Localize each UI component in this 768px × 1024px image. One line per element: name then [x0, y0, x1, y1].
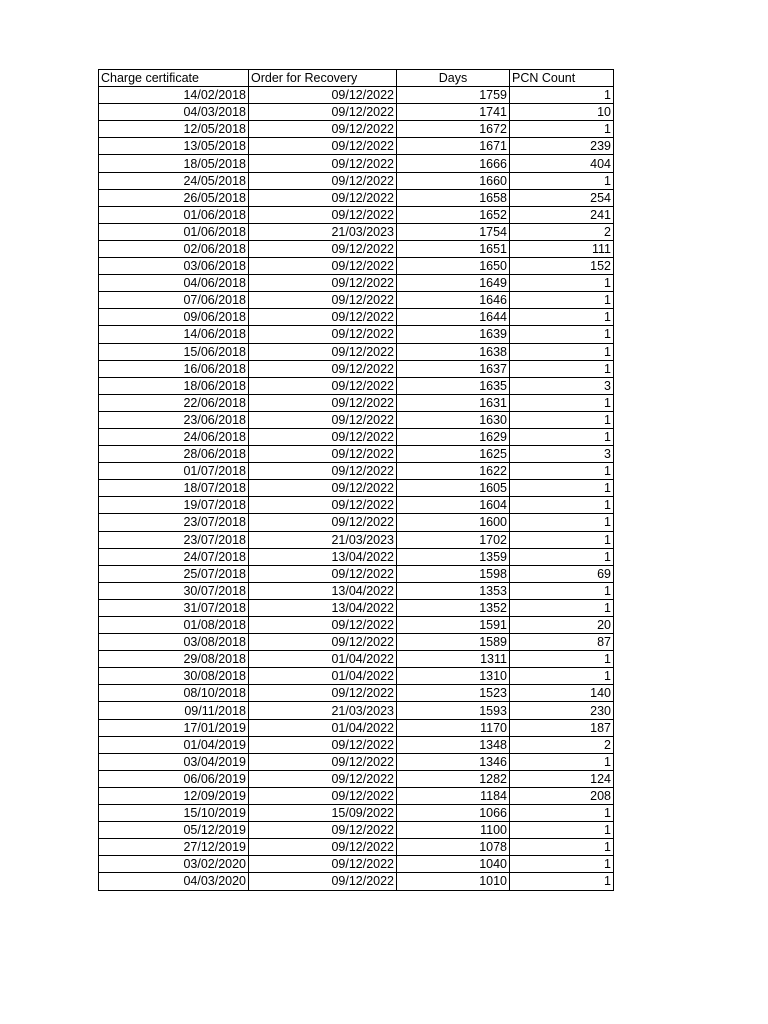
order-for-recovery-cell: 09/12/2022 [249, 873, 397, 890]
charge-certificate-cell: 09/11/2018 [99, 702, 249, 719]
charge-certificate-cell: 13/05/2018 [99, 138, 249, 155]
days-cell: 1658 [397, 189, 510, 206]
table-row [99, 121, 614, 138]
order-for-recovery-cell: 09/12/2022 [249, 822, 397, 839]
days-cell: 1630 [397, 411, 510, 428]
pcn-count-cell: 1 [510, 873, 614, 890]
order-for-recovery-cell: 09/12/2022 [249, 189, 397, 206]
charge-certificate-cell: 07/06/2018 [99, 292, 249, 309]
charge-certificate-cell: 03/06/2018 [99, 258, 249, 275]
charge-certificate-cell: 29/08/2018 [99, 651, 249, 668]
order-for-recovery-cell: 09/12/2022 [249, 634, 397, 651]
pcn-count-cell: 111 [510, 240, 614, 257]
charge-certificate-cell: 03/08/2018 [99, 634, 249, 651]
table-row [99, 787, 614, 804]
order-for-recovery-cell: 21/03/2023 [249, 223, 397, 240]
order-for-recovery-cell: 09/12/2022 [249, 685, 397, 702]
days-cell: 1346 [397, 753, 510, 770]
recovery-table [98, 69, 614, 891]
pcn-count-cell: 3 [510, 377, 614, 394]
order-for-recovery-cell: 09/12/2022 [249, 377, 397, 394]
table-row [99, 548, 614, 565]
order-for-recovery-cell: 21/03/2023 [249, 702, 397, 719]
order-for-recovery-cell: 09/12/2022 [249, 309, 397, 326]
days-cell: 1605 [397, 480, 510, 497]
charge-certificate-cell: 23/07/2018 [99, 514, 249, 531]
pcn-count-cell: 1 [510, 753, 614, 770]
order-for-recovery-cell: 15/09/2022 [249, 805, 397, 822]
charge-certificate-cell: 15/10/2019 [99, 805, 249, 822]
pcn-count-cell: 1 [510, 531, 614, 548]
pcn-count-cell: 10 [510, 104, 614, 121]
table-row [99, 702, 614, 719]
days-cell: 1040 [397, 856, 510, 873]
pcn-count-cell: 1 [510, 805, 614, 822]
charge-certificate-cell: 01/08/2018 [99, 617, 249, 634]
days-cell: 1649 [397, 275, 510, 292]
order-for-recovery-cell: 09/12/2022 [249, 856, 397, 873]
pcn-count-cell: 1 [510, 463, 614, 480]
charge-certificate-cell: 27/12/2019 [99, 839, 249, 856]
table-row [99, 685, 614, 702]
days-cell: 1759 [397, 87, 510, 104]
table-row [99, 155, 614, 172]
charge-certificate-cell: 04/06/2018 [99, 275, 249, 292]
charge-certificate-cell: 01/06/2018 [99, 206, 249, 223]
pcn-count-cell: 1 [510, 326, 614, 343]
order-for-recovery-cell: 09/12/2022 [249, 394, 397, 411]
days-cell: 1671 [397, 138, 510, 155]
pcn-count-cell: 3 [510, 446, 614, 463]
order-for-recovery-cell: 09/12/2022 [249, 497, 397, 514]
pcn-count-cell: 1 [510, 309, 614, 326]
charge-certificate-cell: 31/07/2018 [99, 599, 249, 616]
table-row [99, 446, 614, 463]
table-row [99, 736, 614, 753]
charge-certificate-cell: 04/03/2020 [99, 873, 249, 890]
table-row [99, 805, 614, 822]
table-row [99, 138, 614, 155]
order-for-recovery-cell: 09/12/2022 [249, 275, 397, 292]
pcn-count-cell: 1 [510, 548, 614, 565]
charge-certificate-cell: 08/10/2018 [99, 685, 249, 702]
charge-certificate-cell: 24/05/2018 [99, 172, 249, 189]
order-for-recovery-cell: 09/12/2022 [249, 343, 397, 360]
charge-certificate-cell: 01/07/2018 [99, 463, 249, 480]
table-row [99, 480, 614, 497]
table-row [99, 634, 614, 651]
days-cell: 1631 [397, 394, 510, 411]
charge-certificate-cell: 12/05/2018 [99, 121, 249, 138]
pcn-count-cell: 1 [510, 411, 614, 428]
table-row [99, 856, 614, 873]
pcn-count-cell: 1 [510, 651, 614, 668]
order-for-recovery-cell: 09/12/2022 [249, 428, 397, 445]
days-cell: 1650 [397, 258, 510, 275]
pcn-count-cell: 1 [510, 668, 614, 685]
table-row [99, 104, 614, 121]
days-cell: 1170 [397, 719, 510, 736]
pcn-count-cell: 152 [510, 258, 614, 275]
pcn-count-cell: 1 [510, 822, 614, 839]
days-cell: 1184 [397, 787, 510, 804]
days-cell: 1066 [397, 805, 510, 822]
pcn-count-cell: 1 [510, 480, 614, 497]
days-cell: 1625 [397, 446, 510, 463]
days-cell: 1660 [397, 172, 510, 189]
charge-certificate-cell: 15/06/2018 [99, 343, 249, 360]
pcn-count-cell: 230 [510, 702, 614, 719]
header-order-for-recovery: Order for Recovery [249, 70, 397, 87]
table-row [99, 770, 614, 787]
pcn-count-cell: 1 [510, 394, 614, 411]
days-cell: 1593 [397, 702, 510, 719]
pcn-count-cell: 124 [510, 770, 614, 787]
charge-certificate-cell: 19/07/2018 [99, 497, 249, 514]
charge-certificate-cell: 28/06/2018 [99, 446, 249, 463]
charge-certificate-cell: 14/06/2018 [99, 326, 249, 343]
charge-certificate-cell: 22/06/2018 [99, 394, 249, 411]
order-for-recovery-cell: 09/12/2022 [249, 617, 397, 634]
charge-certificate-cell: 30/07/2018 [99, 582, 249, 599]
order-for-recovery-cell: 09/12/2022 [249, 172, 397, 189]
order-for-recovery-cell: 21/03/2023 [249, 531, 397, 548]
charge-certificate-cell: 02/06/2018 [99, 240, 249, 257]
table-row [99, 309, 614, 326]
pcn-count-cell: 1 [510, 172, 614, 189]
days-cell: 1635 [397, 377, 510, 394]
order-for-recovery-cell: 13/04/2022 [249, 599, 397, 616]
days-cell: 1348 [397, 736, 510, 753]
charge-certificate-cell: 17/01/2019 [99, 719, 249, 736]
pcn-count-cell: 140 [510, 685, 614, 702]
days-cell: 1629 [397, 428, 510, 445]
charge-certificate-cell: 18/06/2018 [99, 377, 249, 394]
order-for-recovery-cell: 09/12/2022 [249, 565, 397, 582]
charge-certificate-cell: 01/04/2019 [99, 736, 249, 753]
days-cell: 1638 [397, 343, 510, 360]
table-body [99, 87, 614, 890]
charge-certificate-cell: 03/02/2020 [99, 856, 249, 873]
table-row [99, 223, 614, 240]
days-cell: 1646 [397, 292, 510, 309]
order-for-recovery-cell: 09/12/2022 [249, 736, 397, 753]
header-charge-certificate: Charge certificate [99, 70, 249, 87]
pcn-count-cell: 2 [510, 223, 614, 240]
header-pcn-count: PCN Count [510, 70, 614, 87]
order-for-recovery-cell: 13/04/2022 [249, 582, 397, 599]
table-row [99, 531, 614, 548]
charge-certificate-cell: 12/09/2019 [99, 787, 249, 804]
order-for-recovery-cell: 13/04/2022 [249, 548, 397, 565]
pcn-count-cell: 1 [510, 497, 614, 514]
table-row [99, 189, 614, 206]
table-row [99, 172, 614, 189]
charge-certificate-cell: 30/08/2018 [99, 668, 249, 685]
order-for-recovery-cell: 01/04/2022 [249, 668, 397, 685]
order-for-recovery-cell: 09/12/2022 [249, 514, 397, 531]
order-for-recovery-cell: 09/12/2022 [249, 446, 397, 463]
pcn-count-cell: 241 [510, 206, 614, 223]
order-for-recovery-cell: 09/12/2022 [249, 839, 397, 856]
charge-certificate-cell: 05/12/2019 [99, 822, 249, 839]
charge-certificate-cell: 18/07/2018 [99, 480, 249, 497]
days-cell: 1741 [397, 104, 510, 121]
pcn-count-cell: 1 [510, 343, 614, 360]
table-row [99, 668, 614, 685]
pcn-count-cell: 1 [510, 292, 614, 309]
pcn-count-cell: 208 [510, 787, 614, 804]
pcn-count-cell: 69 [510, 565, 614, 582]
charge-certificate-cell: 23/07/2018 [99, 531, 249, 548]
days-cell: 1352 [397, 599, 510, 616]
order-for-recovery-cell: 09/12/2022 [249, 463, 397, 480]
pcn-count-cell: 20 [510, 617, 614, 634]
pcn-count-cell: 404 [510, 155, 614, 172]
pcn-count-cell: 187 [510, 719, 614, 736]
table-row [99, 599, 614, 616]
order-for-recovery-cell: 09/12/2022 [249, 240, 397, 257]
pcn-count-cell: 1 [510, 856, 614, 873]
days-cell: 1598 [397, 565, 510, 582]
pcn-count-cell: 1 [510, 599, 614, 616]
pcn-count-cell: 2 [510, 736, 614, 753]
table-row [99, 343, 614, 360]
days-cell: 1639 [397, 326, 510, 343]
days-cell: 1591 [397, 617, 510, 634]
pcn-count-cell: 1 [510, 87, 614, 104]
order-for-recovery-cell: 09/12/2022 [249, 121, 397, 138]
days-cell: 1672 [397, 121, 510, 138]
days-cell: 1100 [397, 822, 510, 839]
order-for-recovery-cell: 09/12/2022 [249, 480, 397, 497]
table-row [99, 394, 614, 411]
charge-certificate-cell: 01/06/2018 [99, 223, 249, 240]
days-cell: 1754 [397, 223, 510, 240]
pcn-count-cell: 1 [510, 582, 614, 599]
pcn-count-cell: 1 [510, 514, 614, 531]
pcn-count-cell: 1 [510, 839, 614, 856]
table-row [99, 411, 614, 428]
order-for-recovery-cell: 09/12/2022 [249, 326, 397, 343]
days-cell: 1078 [397, 839, 510, 856]
days-cell: 1637 [397, 360, 510, 377]
days-cell: 1702 [397, 531, 510, 548]
charge-certificate-cell: 18/05/2018 [99, 155, 249, 172]
days-cell: 1604 [397, 497, 510, 514]
order-for-recovery-cell: 09/12/2022 [249, 753, 397, 770]
charge-certificate-cell: 06/06/2019 [99, 770, 249, 787]
order-for-recovery-cell: 09/12/2022 [249, 138, 397, 155]
table-row [99, 428, 614, 445]
order-for-recovery-cell: 09/12/2022 [249, 787, 397, 804]
days-cell: 1282 [397, 770, 510, 787]
order-for-recovery-cell: 09/12/2022 [249, 155, 397, 172]
table-row [99, 377, 614, 394]
table-row [99, 873, 614, 890]
days-cell: 1010 [397, 873, 510, 890]
days-cell: 1589 [397, 634, 510, 651]
order-for-recovery-cell: 09/12/2022 [249, 292, 397, 309]
table-row [99, 719, 614, 736]
days-cell: 1600 [397, 514, 510, 531]
table-row [99, 326, 614, 343]
pcn-count-cell: 1 [510, 428, 614, 445]
table-row [99, 463, 614, 480]
charge-certificate-cell: 25/07/2018 [99, 565, 249, 582]
charge-certificate-cell: 24/06/2018 [99, 428, 249, 445]
days-cell: 1310 [397, 668, 510, 685]
table-row [99, 651, 614, 668]
order-for-recovery-cell: 09/12/2022 [249, 411, 397, 428]
charge-certificate-cell: 14/02/2018 [99, 87, 249, 104]
table-row [99, 206, 614, 223]
charge-certificate-cell: 09/06/2018 [99, 309, 249, 326]
table-row [99, 275, 614, 292]
table-row [99, 292, 614, 309]
charge-certificate-cell: 16/06/2018 [99, 360, 249, 377]
table-row [99, 565, 614, 582]
table-row [99, 240, 614, 257]
table-row [99, 822, 614, 839]
order-for-recovery-cell: 09/12/2022 [249, 258, 397, 275]
days-cell: 1523 [397, 685, 510, 702]
order-for-recovery-cell: 09/12/2022 [249, 360, 397, 377]
order-for-recovery-cell: 09/12/2022 [249, 206, 397, 223]
table-row [99, 582, 614, 599]
pcn-count-cell: 87 [510, 634, 614, 651]
days-cell: 1652 [397, 206, 510, 223]
pcn-count-cell: 1 [510, 121, 614, 138]
pcn-count-cell: 254 [510, 189, 614, 206]
header-row [99, 70, 614, 87]
days-cell: 1622 [397, 463, 510, 480]
days-cell: 1353 [397, 582, 510, 599]
table-row [99, 617, 614, 634]
order-for-recovery-cell: 09/12/2022 [249, 104, 397, 121]
order-for-recovery-cell: 01/04/2022 [249, 719, 397, 736]
table-row [99, 753, 614, 770]
order-for-recovery-cell: 09/12/2022 [249, 770, 397, 787]
charge-certificate-cell: 24/07/2018 [99, 548, 249, 565]
days-cell: 1311 [397, 651, 510, 668]
days-cell: 1644 [397, 309, 510, 326]
days-cell: 1666 [397, 155, 510, 172]
pcn-count-cell: 1 [510, 275, 614, 292]
charge-certificate-cell: 26/05/2018 [99, 189, 249, 206]
table-row [99, 514, 614, 531]
charge-certificate-cell: 03/04/2019 [99, 753, 249, 770]
charge-certificate-cell: 23/06/2018 [99, 411, 249, 428]
order-for-recovery-cell: 01/04/2022 [249, 651, 397, 668]
pcn-count-cell: 239 [510, 138, 614, 155]
table-row [99, 497, 614, 514]
header-days: Days [397, 70, 510, 87]
days-cell: 1359 [397, 548, 510, 565]
table-row [99, 360, 614, 377]
table-row [99, 839, 614, 856]
charge-certificate-cell: 04/03/2018 [99, 104, 249, 121]
table-row [99, 87, 614, 104]
order-for-recovery-cell: 09/12/2022 [249, 87, 397, 104]
table-row [99, 258, 614, 275]
pcn-count-cell: 1 [510, 360, 614, 377]
days-cell: 1651 [397, 240, 510, 257]
